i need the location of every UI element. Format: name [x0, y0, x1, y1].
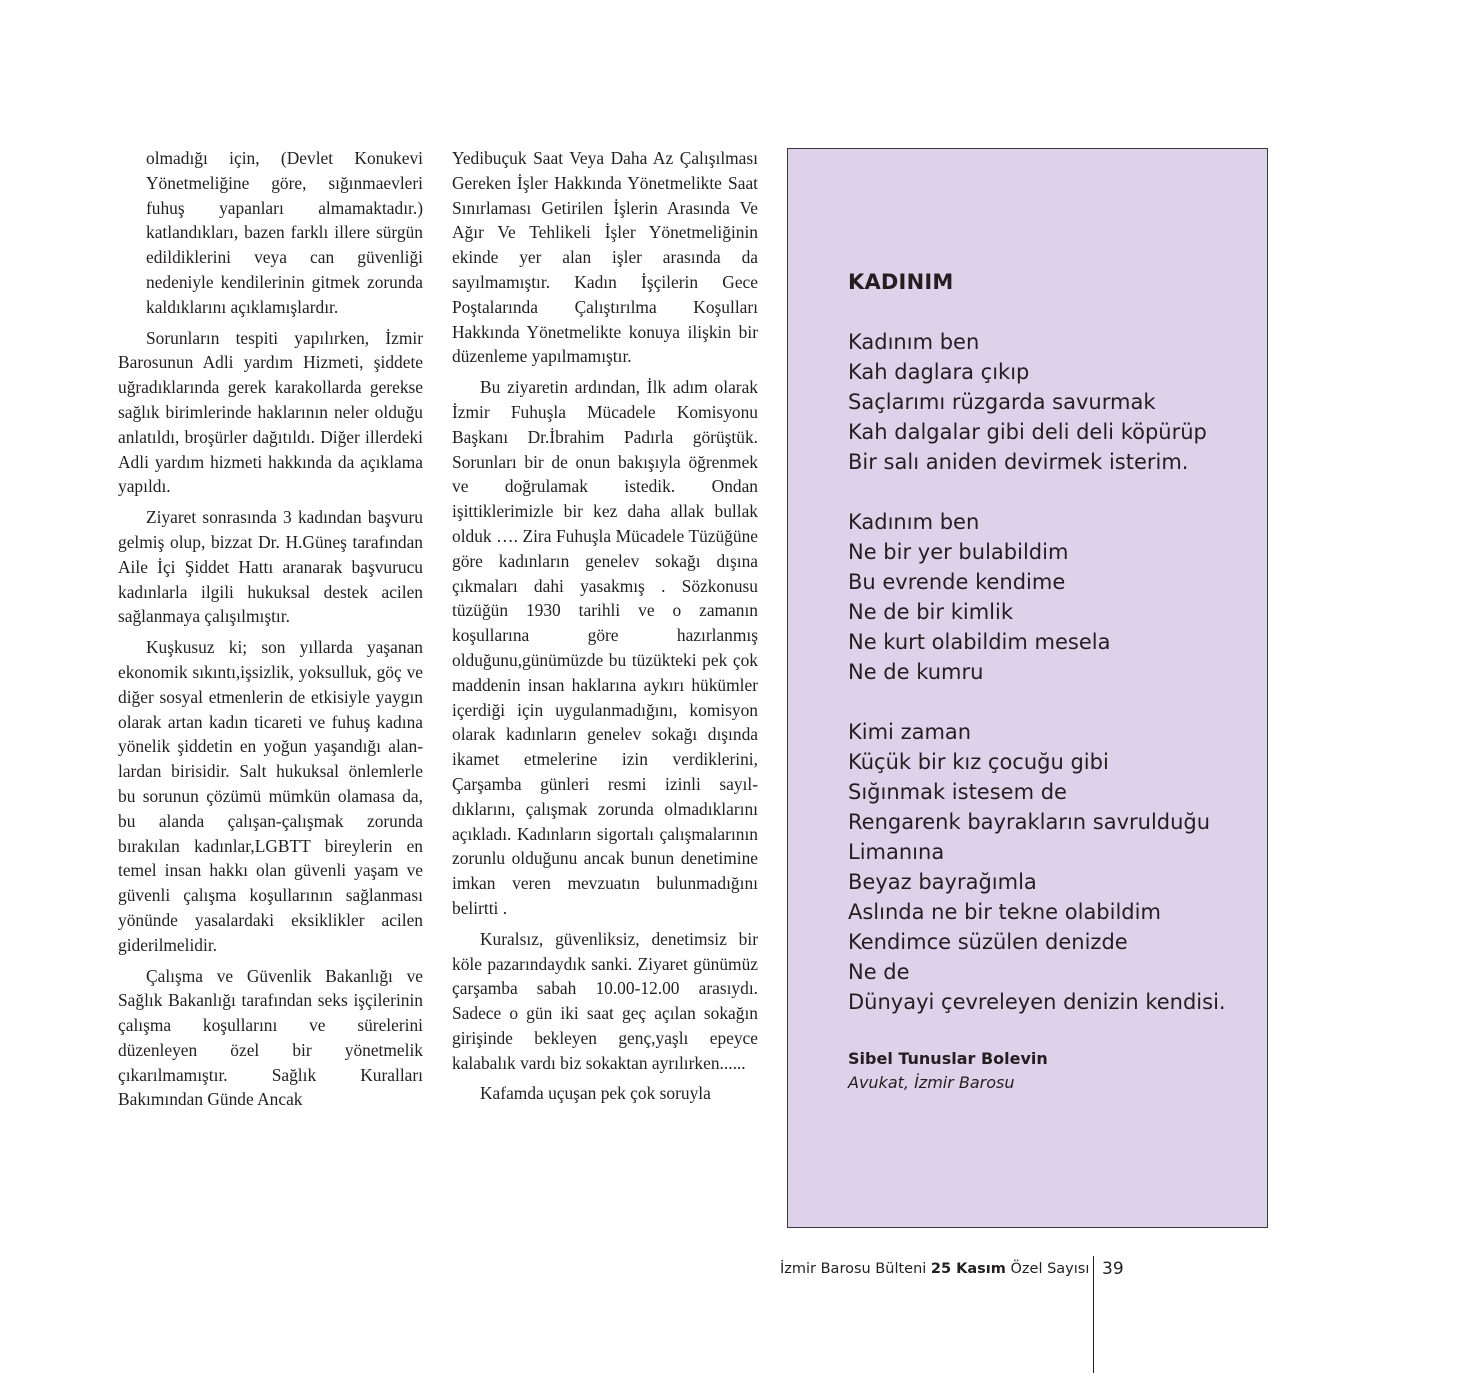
poem-line: Kah dalgalar gibi deli deli köpürüp [848, 420, 1207, 444]
poem-line: Kah daglara çıkıp [848, 360, 1030, 384]
poem-line: Ne kurt olabildim mesela [848, 630, 1111, 654]
article-column-middle [452, 146, 758, 1112]
poem-line: Kadınım ben [848, 510, 980, 534]
paragraph: Ziyaret sonrasında 3 kadından başvuru gelmiş olup, bizzat Dr. H.Güneş tarafından Aile İçi Şiddet Hattı aranarak başvurucu kadınlarla ilgili hukuksal destek acilen sağlanmaya çalışılmıştır. [118, 507, 423, 627]
poem-line: Kendimce süzülen denizde [848, 930, 1128, 954]
poem-line: Ne de bir kimlik [848, 600, 1013, 624]
poem-line: Bir salı aniden devirmek isterim. [848, 450, 1189, 474]
poem-line: Ne de kumru [848, 660, 984, 684]
poem-line: Kimi zaman [848, 720, 972, 744]
poem-line: Ne de [848, 960, 910, 984]
poem-line: Beyaz bayrağımla [848, 870, 1037, 894]
poem-author-name: Sibel Tunuslar Bolevin [848, 1049, 1048, 1068]
paragraph: Yedibuçuk Saat Veya Daha Az Çalışılması Gereken İşler Hakkında Yönetmelikte Saat Sınırlaması Getirilen İşlerin Arasında Ve Ağır Ve Tehlikeli İşler Yönetmeliğinin ekinde yer alan işler arasında da sayılmamıştır. Kadın İşçilerin Gece Poştalarında Çalıştırılma Koşulları Hakkında Yönetmelikte konuya ilişkin bir düzenleme yapılmamıştır. [452, 148, 758, 367]
poem-stanza [848, 717, 1258, 1017]
poem-title: KADINIM [848, 270, 954, 294]
poem-line: Aslında ne bir tekne olabildim [848, 900, 1161, 924]
poem-line: Bu evrende kendime [848, 570, 1066, 594]
paragraph: Bu ziyaretin ardından, İlk adım olarak İzmir Fuhuşla Mücadele Komisyonu Başkanı Dr.İbrahim Padırla görüştük. Sorunları bir de onun bakışıyla öğrenmek ve doğrulamak istedik. Ondan işittiklerimizle bir kez daha allak bullak olduk …. Zira Fuhuşla Mücadele Tüzüğüne göre kadınların genelev sokağı dışına çıkmaları dahi yasakmış . Sözkonusu tüzüğün 1930 tarihli ve o zamanın koşullarına göre hazırlanmış olduğunu,günümüzde bu tüzükteki pek çok maddenin insan haklarına aykırı hükümler içerdiği için uygulanmadığını, komisyon olarak kadınların genelev sokağı dışında ikamet etmelerine izin verdiklerini, Çarşamba günleri resmi izinli sayıldıklarını, çalışmak zorunda olmadıklarını açıkladı. Kadınların sigortalı çalışmalarının zorunlu olduğunu ancak bunun denetimine imkan veren mevzuatın bulunmadığını belirtti . [452, 377, 758, 918]
footer-suffix: Özel Sayısı [1005, 1261, 1090, 1277]
footer-bold: 25 Kasım [930, 1261, 1006, 1277]
poem-stanza [848, 507, 1258, 687]
paragraph: Çalışma ve Güvenlik Bakanlığı ve Sağlık Bakanlığı tarafından seks işçilerinin çalışma koşullarını ve sürelerini düzenleyen özel bir yönetmelik çıkarılmamıştır. Sağlık Kuralları Bakımından Günde Ancak [118, 965, 423, 1110]
article-column-left [118, 146, 423, 1118]
poem-line: Saçlarımı rüzgarda savurmak [848, 390, 1156, 414]
paragraph: Kuşkusuz ki; son yıllarda yaşanan ekonomik sıkıntı,işsizlik, yoksulluk, göç ve diğer sosyal etmenlerin de etkisiyle yaygın olarak artan kadın ticareti ve fuhuş kadına yönelik şiddetin en yoğun yaşandığı alanlardan birisidir. Salt hukuksal önlemlerle bu sorunun çözümü mümkün olamasa da, bu alanda çalışan-çalışmak zorunda bırakılan kadınlar,LGBTT bireylerin en temel insan hakkı olan güvenli yaşam ve güvenli çalışma koşullarının sağlanması yönünde yasalardaki eksiklikler acilen giderilmelidir. [118, 637, 423, 955]
poem-line: Limanına [848, 840, 945, 864]
paragraph: Kuralsız, güvenliksiz, denetimsiz bir köle pazarındaydık sanki. Ziyaret günümüz çarşamba sabah 10.00-12.00 arasıydı. Sadece o gün iki saat geç açılan sokağın girişinde bekleyen genç,yaşlı epeyce kalabalık vardı biz sokaktan ayrılırken...... [452, 928, 758, 1073]
paragraph: Sorunların tespiti yapılırken, İzmir Barosunun Adli yardım Hizmeti, şiddete uğradıklarında gerek karakollarda gerekse sağlık birimlerinde haklarının neler olduğu anlatıldı, broşürler dağıtıldı. Diğer illerdeki Adli yardım hizmeti hakkında da açıklama yapıldı. [118, 327, 423, 497]
footer-divider [1093, 1256, 1094, 1373]
poem-line: Ne bir yer bulabildim [848, 540, 1069, 564]
poem-stanza [848, 327, 1258, 477]
paragraph: Kafamda uçuşan pek çok soruyla [480, 1083, 711, 1104]
poem [848, 267, 1258, 1095]
poem-author-role: Avukat, İzmir Barosu [848, 1073, 1015, 1092]
paragraph: olmadığı için, (Devlet Konukevi Yönetmeliğine göre, sığınmaevleri fuhuş yapanları almamaktadır.) katlandıkları, bazen farklı illere sürgün edildiklerini veya can güvenliği nedeniyle kendilerinin gitmek zorunda kaldıklarını açıklamışlardır. [146, 148, 423, 317]
poem-line: Dünyayi çevreleyen denizin kendisi. [848, 990, 1226, 1014]
poem-box [787, 148, 1268, 1228]
poem-line: Kadınım ben [848, 330, 980, 354]
poem-line: Rengarenk bayrakların savrulduğu [848, 810, 1211, 834]
footer-publication-title [780, 1258, 1090, 1280]
poem-line: Sığınmak istesem de [848, 780, 1067, 804]
poem-line: Küçük bir kız çocuğu gibi [848, 750, 1109, 774]
footer-prefix: İzmir Barosu Bülteni [780, 1261, 931, 1277]
page-number: 39 [1102, 1259, 1124, 1279]
